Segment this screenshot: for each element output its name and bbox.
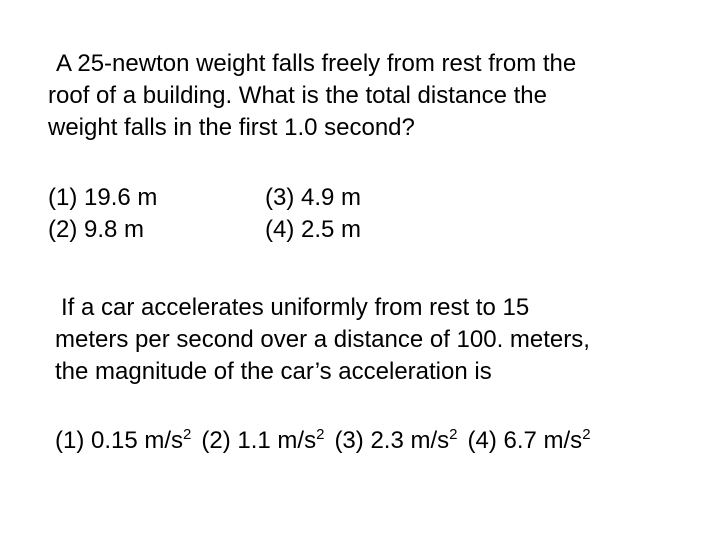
question-1-options-left	[48, 182, 157, 246]
question-1-option-1: (1) 19.6 m	[48, 184, 158, 211]
question-2-option-4: (4) 6.7 $m/s^2$	[467, 426, 591, 454]
question-2-options	[55, 425, 591, 457]
question-1-option-3: (3) 4.9 m	[265, 184, 362, 211]
question-1-text	[48, 48, 576, 144]
question-1-option-2: (2) 9.8 m	[48, 216, 145, 243]
question-1-options-right	[265, 182, 361, 246]
question-1-line-3: weight falls in the first 1.0 second?	[48, 114, 415, 141]
question-1-line-2: roof of a building. What is the total distance the	[48, 82, 547, 109]
question-2-option-2: (2) 1.1 $m/s^2$	[201, 426, 325, 454]
question-2-line-2: meters per second over a distance of 100. meters,	[55, 326, 590, 353]
question-2-text	[55, 292, 590, 388]
question-1-line-1: A 25-newton weight falls freely from rest from the	[56, 50, 577, 77]
question-1-option-4: (4) 2.5 m	[265, 216, 362, 243]
question-2-option-1: (1) 0.15 $m/s^2$	[55, 426, 192, 454]
question-2-line-1: If a car accelerates uniformly from rest to 15	[61, 294, 530, 321]
question-2-option-3: (3) 2.3 $m/s^2$	[334, 426, 458, 454]
question-2-line-3: the magnitude of the car’s acceleration is	[55, 358, 492, 385]
